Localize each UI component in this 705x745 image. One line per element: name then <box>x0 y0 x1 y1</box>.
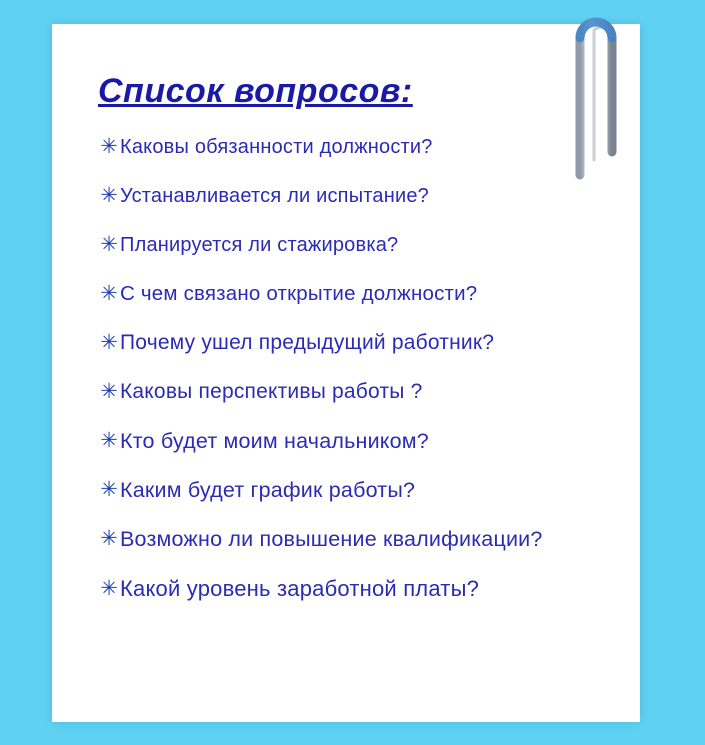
paper-clip-icon <box>562 0 622 185</box>
asterisk-bullet-icon: ✳ <box>100 380 118 403</box>
list-item-label: Каковы перспективы работы ? <box>120 380 423 403</box>
asterisk-bullet-icon: ✳ <box>100 331 118 354</box>
list-item <box>98 232 618 258</box>
list-item <box>98 576 618 602</box>
list-item <box>98 477 618 503</box>
list-item <box>98 330 618 356</box>
list-item <box>98 281 618 307</box>
page-title: Список вопросов: <box>98 72 413 110</box>
asterisk-bullet-icon: ✳ <box>100 527 118 550</box>
asterisk-bullet-icon: ✳ <box>100 135 118 158</box>
questions-list <box>98 134 618 625</box>
list-item-label: Планируется ли стажировка? <box>120 234 399 256</box>
list-item-label: С чем связано открытие должности? <box>120 282 478 305</box>
list-item <box>98 379 618 405</box>
asterisk-bullet-icon: ✳ <box>100 233 118 256</box>
list-item <box>98 428 618 454</box>
paper-sheet <box>52 24 640 722</box>
asterisk-bullet-icon: ✳ <box>100 282 118 305</box>
asterisk-bullet-icon: ✳ <box>100 478 118 501</box>
list-item-label: Каковы обязанности должности? <box>120 136 433 158</box>
list-item-label: Какой уровень заработной платы? <box>120 576 480 601</box>
list-item-label: Кто будет моим начальником? <box>120 429 429 453</box>
list-item-label: Почему ушел предыдущий работник? <box>120 331 495 354</box>
list-item <box>98 526 618 552</box>
list-item-label: Каким будет график работы? <box>120 478 416 502</box>
list-item-label: Возможно ли повышение квалификации? <box>120 527 543 551</box>
asterisk-bullet-icon: ✳ <box>100 429 118 452</box>
list-item-label: Устанавливается ли испытание? <box>120 185 430 207</box>
list-item <box>98 134 618 160</box>
asterisk-bullet-icon: ✳ <box>100 577 118 600</box>
list-item <box>98 183 618 209</box>
asterisk-bullet-icon: ✳ <box>100 184 118 207</box>
